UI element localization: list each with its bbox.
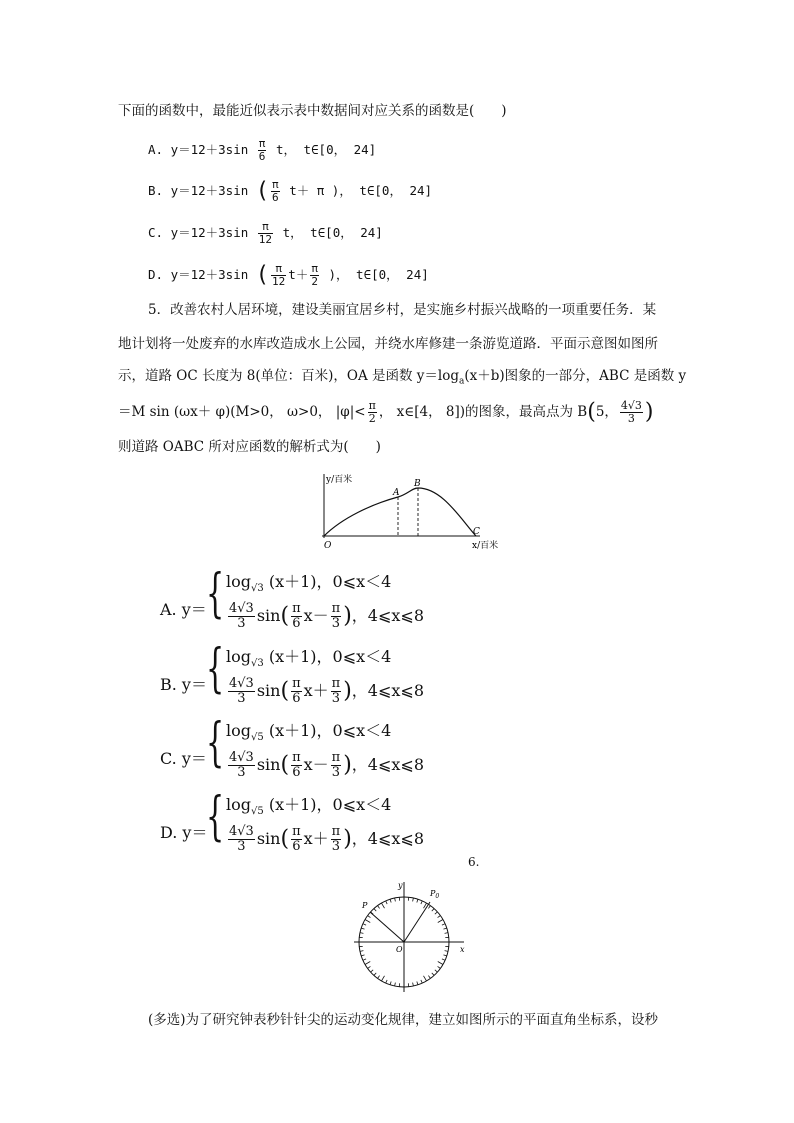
clock-tick — [386, 980, 387, 983]
case-log: $\log_{√5} (x+1)$，0⩽x＜4 — [226, 795, 392, 817]
q4-option-b: B. y＝12＋3sin ( $\frac{\pi}{6}$ t＋ π )， t∈[0， 24] — [148, 178, 433, 204]
clock-label-o: O — [396, 945, 403, 954]
q5-line-2: 地计划将一处废弃的水库改造成水上公园，并绕水库修建一条游览道路．平面示意图如图所 — [118, 336, 658, 352]
graph-label-b: B — [414, 479, 421, 489]
clock-label-p0: $P_0$ — [430, 889, 440, 900]
q5-line-5: 则道路 OABC 所对应函数的解析式为( ) — [118, 439, 381, 455]
case-log: $\log_{√3} (x+1)$，0⩽x＜4 — [226, 647, 392, 669]
brace: { — [206, 639, 225, 699]
clock-tick — [360, 933, 363, 934]
clock-tick — [371, 970, 374, 972]
clock-tick — [443, 955, 446, 956]
clock-tick — [363, 959, 366, 960]
clock-tick — [363, 924, 366, 925]
clock-tick — [421, 901, 422, 904]
clock-tick — [428, 906, 430, 909]
clock-tick — [432, 973, 434, 976]
q5-line-4: ＝M sin (ωx＋ φ)(M>0， ω>0， |φ|< $\frac{\pi}{2}$ ， x∈[4， 8])的图象，最高点为 B(5， $\frac{4√3}{3}$ ) — [118, 399, 654, 425]
clock-tick — [413, 898, 414, 901]
clock-tick — [360, 951, 363, 952]
clock-tick — [361, 955, 364, 956]
clock-tick — [378, 906, 380, 909]
clock-tick — [365, 962, 370, 965]
clock-tick — [438, 920, 443, 923]
clock-tick — [386, 901, 387, 904]
option-label: C. y＝ — [160, 749, 207, 768]
q5-line-3: 示，道路 OC 长度为 8(单位：百米)，OA 是函数 $y=\log_a(x+b)$图象的一部分，ABC 是函数 y — [118, 368, 687, 387]
case-sin: $\frac{4√3}{3}$ sin( $\frac{\pi}{6}$ x＋ $\frac{\pi}{3}$ )，4⩽x⩽8 — [229, 676, 424, 706]
clock-tick — [445, 951, 448, 952]
case-log: $\log_{√5} (x+1)$，0⩽x＜4 — [226, 721, 392, 743]
case-sin: $\frac{4√3}{3}$ sin( $\frac{\pi}{6}$ x＋ $\frac{\pi}{3}$ )，4⩽x⩽8 — [229, 824, 424, 854]
graph-label-c: C — [473, 527, 480, 537]
q5-road-graph — [312, 468, 512, 558]
clock-tick — [395, 898, 396, 901]
graph-curve-abc — [398, 488, 476, 536]
clock-tick — [374, 909, 376, 912]
clock-tick — [424, 976, 427, 981]
clock-tick — [382, 903, 385, 908]
clock-label-p: P — [362, 901, 368, 910]
clock-tick — [417, 899, 418, 902]
clock-tick — [382, 976, 385, 981]
brace: { — [206, 713, 225, 773]
clock-tick — [445, 933, 448, 934]
clock-tick — [435, 912, 438, 914]
clock-tick — [442, 959, 445, 960]
option-label: A. y＝ — [160, 600, 207, 619]
q4-option-a: A. y＝12＋3sin $\frac{\pi}{6}$ t， t∈[0， 24] — [148, 137, 377, 163]
clock-tick — [365, 920, 370, 923]
clock-tick — [417, 981, 418, 984]
clock-tick — [374, 973, 376, 976]
clock-tick — [443, 928, 446, 929]
graph-curve-oa — [324, 497, 398, 536]
graph-label-a: A — [393, 488, 400, 498]
clock-tick — [435, 970, 438, 972]
brace: { — [206, 787, 225, 847]
graph-label-o: O — [324, 541, 332, 551]
clock-tick — [378, 976, 380, 979]
clock-label-y: y — [398, 881, 403, 890]
clock-tick — [413, 983, 414, 986]
clock-tick — [390, 981, 391, 984]
clock-tick — [428, 976, 430, 979]
clock-tick — [438, 966, 441, 968]
case-log: $\log_{√3} (x+1)$，0⩽x＜4 — [226, 572, 392, 594]
option-label: D. y＝ — [160, 823, 208, 842]
clock-tick — [432, 909, 434, 912]
graph-label-y: y/百米 — [326, 475, 353, 485]
q6-clock-figure — [352, 876, 472, 998]
q5-line-1: 5．改善农村人居环境，建设美丽宜居乡村，是实施乡村振兴战略的一项重要任务．某 — [148, 302, 657, 318]
clock-tick — [368, 916, 371, 918]
clock-label-x: x — [460, 945, 465, 954]
clock-hand-op0 — [404, 902, 430, 942]
case-sin: $\frac{4√3}{3}$ sin( $\frac{\pi}{6}$ x－ $\frac{\pi}{3}$ )，4⩽x⩽8 — [229, 601, 424, 631]
option-label: B. y＝ — [160, 675, 207, 694]
case-sin: $\frac{4√3}{3}$ sin( $\frac{\pi}{6}$ x－ $\frac{\pi}{3}$ )，4⩽x⩽8 — [229, 750, 424, 780]
clock-tick — [442, 924, 445, 925]
q4-stem: 下面的函数中，最能近似表示表中数据间对应关系的函数是( ) — [118, 103, 507, 119]
clock-tick — [361, 928, 364, 929]
clock-tick — [438, 916, 441, 918]
q4-option-d: D. y＝12＋3sin ( $\frac{\pi}{12}$ t＋ $\frac{\pi}{2}$ )， t∈[0， 24] — [148, 262, 429, 288]
clock-hand-op — [370, 912, 404, 942]
brace: { — [206, 564, 225, 624]
q4-option-c: C. y＝12＋3sin $\frac{\pi}{12}$ t， t∈[0， 24] — [148, 220, 383, 246]
q6-number: 6. — [468, 855, 480, 869]
clock-tick — [438, 962, 443, 965]
graph-label-x: x/百米 — [472, 541, 499, 551]
q6-stem: (多选)为了研究钟表秒针针尖的运动变化规律，建立如图所示的平面直角坐标系，设秒 — [148, 1012, 659, 1028]
clock-tick — [390, 899, 391, 902]
clock-tick — [395, 983, 396, 986]
clock-tick — [421, 980, 422, 983]
clock-tick — [368, 966, 371, 968]
